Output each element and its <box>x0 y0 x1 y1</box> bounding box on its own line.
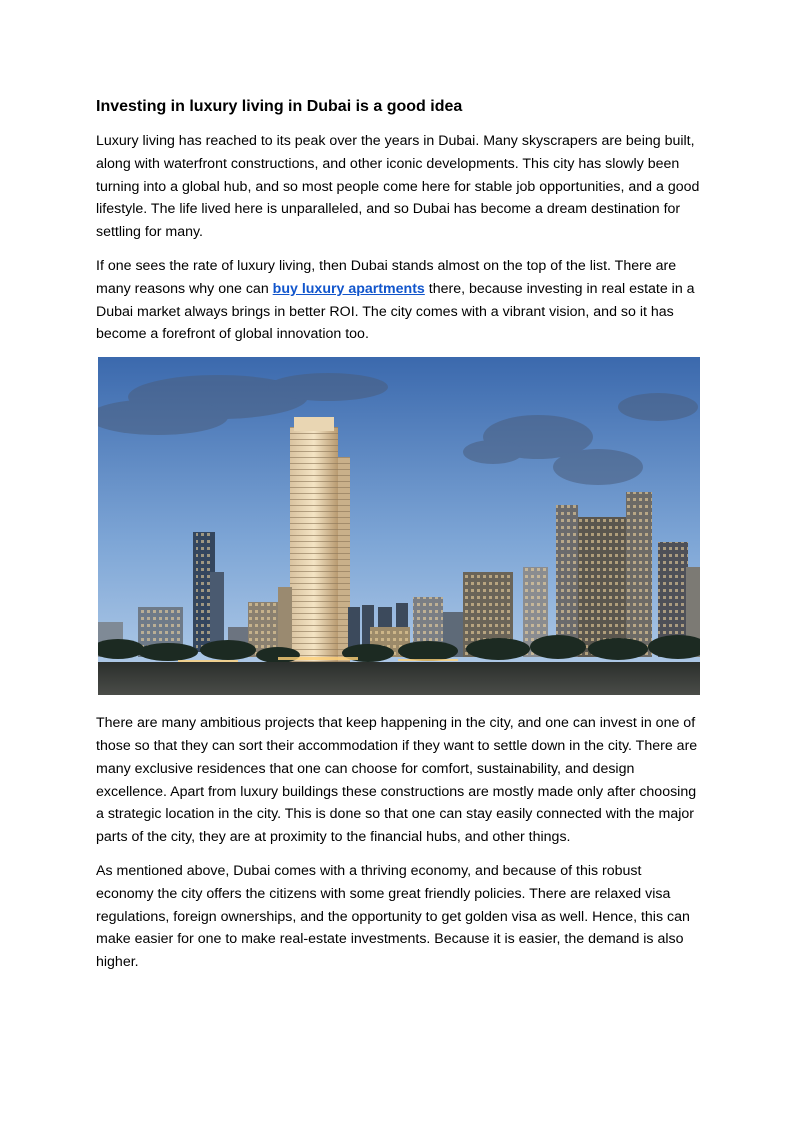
document-page <box>96 96 700 985</box>
buy-luxury-apartments-link[interactable]: buy luxury apartments <box>272 280 425 297</box>
paragraph-1: Luxury living has reached to its peak over the years in Dubai. Many skyscrapers are being built, along with waterfront constructions, and other iconic developments. This city has slowly been turning into a global hub, and so most people come here for stable job opportunities, and a good lifestyle. The life lived here is unparalleled, and so Dubai has become a dream destination for settling for many. <box>96 133 700 241</box>
paragraph-2-after-link: there, because investing in real estate in a Dubai market always brings in better ROI. The city comes with a vibrant vision, and so it has become a forefront of global innovation too. <box>96 280 695 343</box>
paragraph-3: There are many ambitious projects that keep happening in the city, and one can invest in one of those so that they can sort their accommodation if they want to settle down in the city. There are many exclusive residences that one can choose for comfort, sustainability, and design excellence. Apart from luxury buildings these constructions are mostly made only after choosing a strategic location in the city. This is done so that one can stay easily connected with the major parts of the city, they are at proximity to the financial hubs, and other things. <box>96 715 698 846</box>
paragraph-2 <box>96 255 700 346</box>
dubai-skyline-photo <box>98 357 700 695</box>
article-title: Investing in luxury living in Dubai is a good idea <box>96 98 463 115</box>
paragraph-2-before-link: If one sees the rate of luxury living, then Dubai stands almost on the top of the list. There are many reasons why one can <box>96 257 677 297</box>
paragraph-4: As mentioned above, Dubai comes with a thriving economy, and because of this robust economy the city offers the citizens with some great friendly policies. There are relaxed visa regulations, foreign ownerships, and the opportunity to get golden visa as well. Hence, this can make easier for one to make real-estate investments. Because it is easier, the demand is also higher. <box>96 862 690 971</box>
